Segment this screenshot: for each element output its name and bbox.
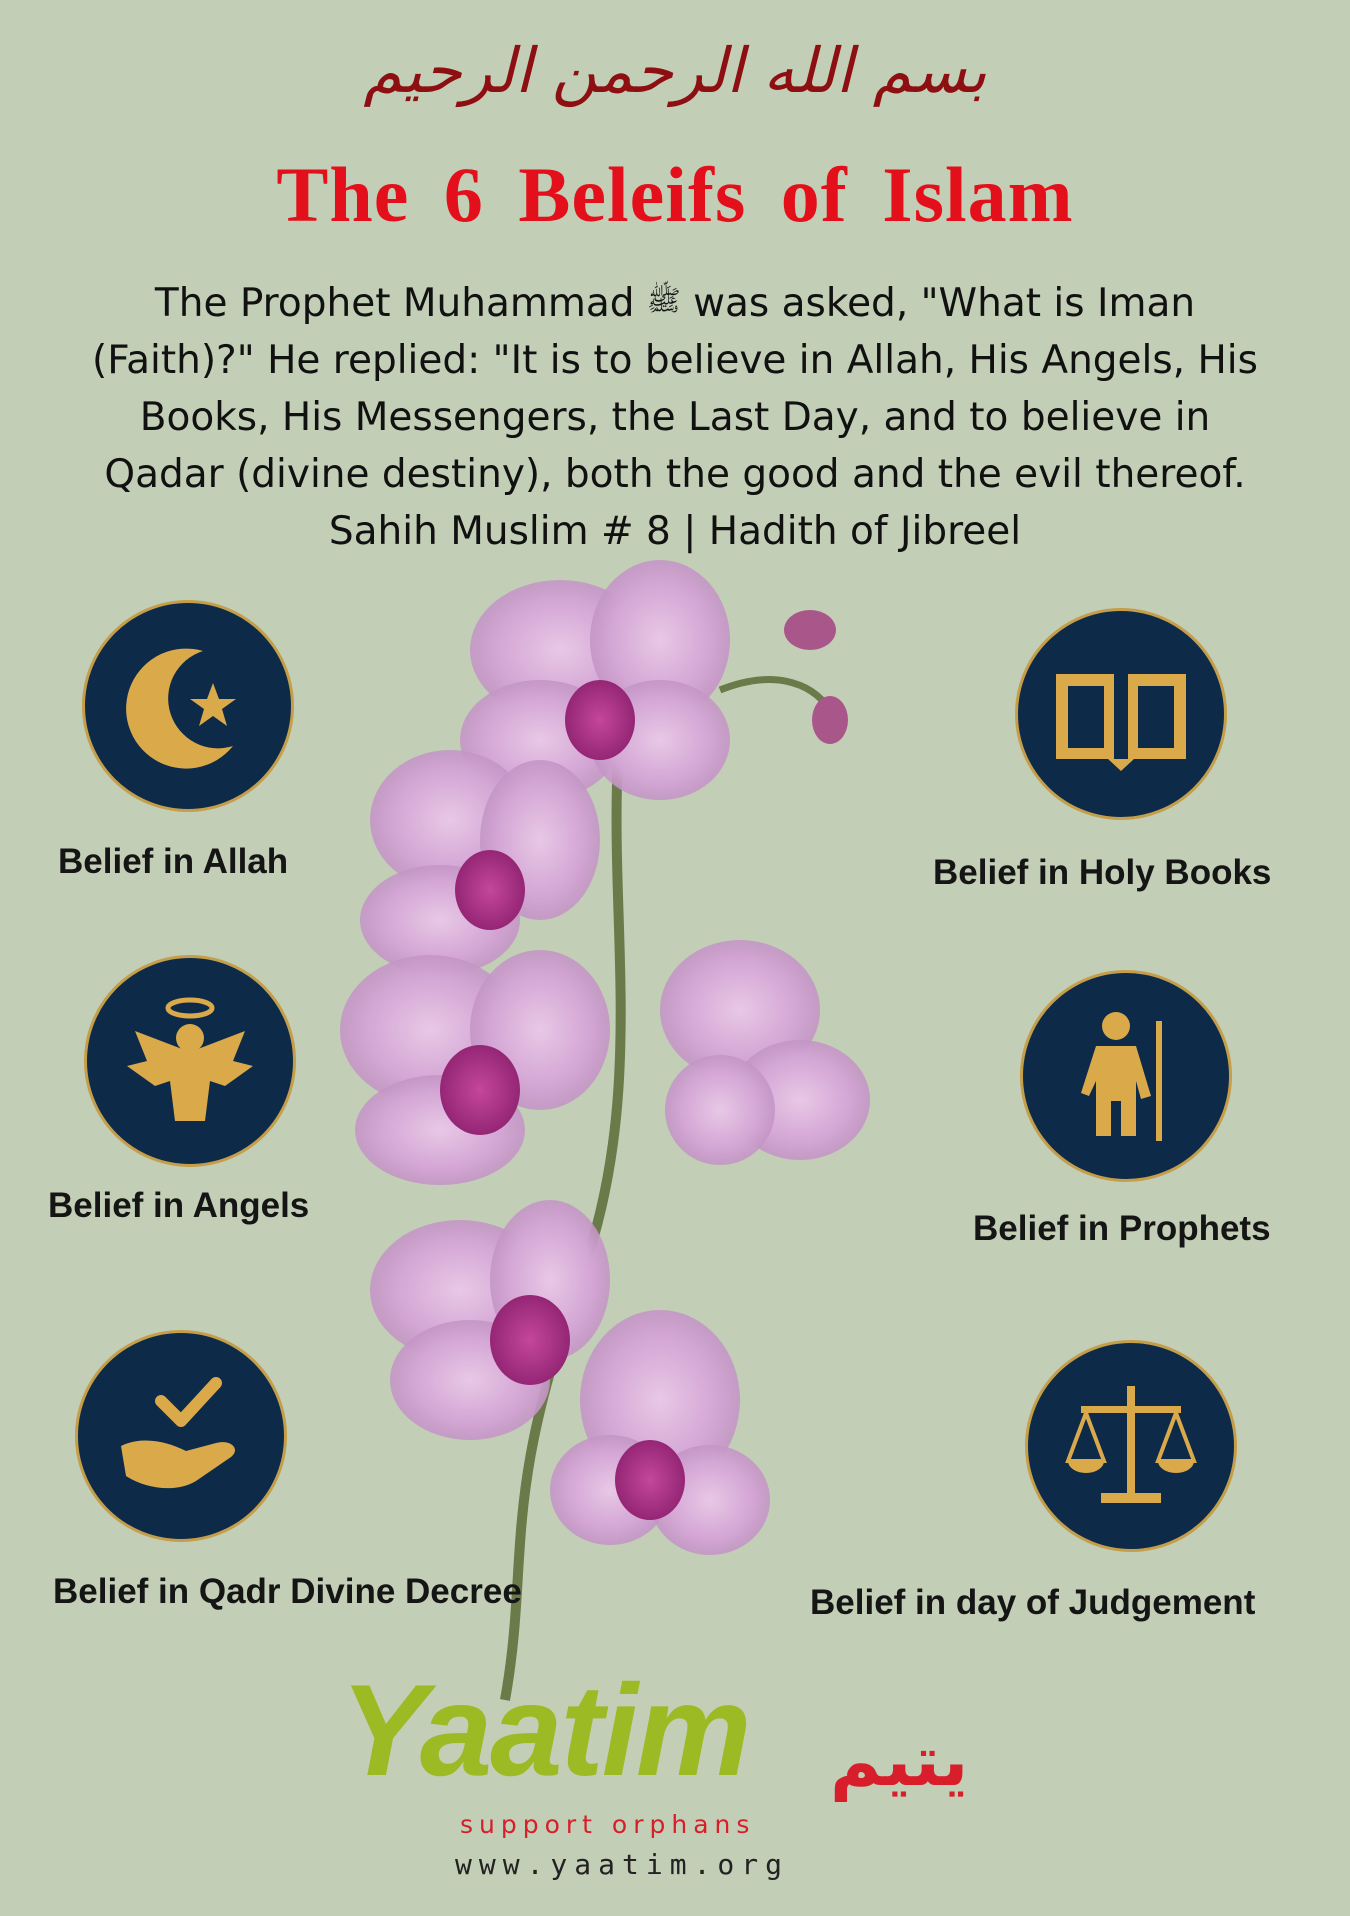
belief-books-label: Belief in Holy Books — [933, 853, 1272, 892]
belief-allah-label: Belief in Allah — [58, 842, 289, 881]
scales-icon — [1056, 1371, 1206, 1521]
yaatim-logo-wordmark: Yaatim — [340, 1657, 750, 1803]
belief-prophets-badge — [1020, 970, 1232, 1182]
hadith-line-2: (Faith)?" He replied: "It is to believe in Allah, His Angels, His — [92, 338, 1258, 383]
hadith-line-1 — [30, 272, 1320, 332]
angel-icon — [115, 986, 265, 1136]
hadith-source: Sahih Muslim # 8 | Hadith of Jibreel — [328, 509, 1022, 554]
belief-books-badge — [1015, 608, 1227, 820]
yaatim-arabic-logo: يتيم — [830, 1720, 969, 1802]
orchid-illustration — [330, 560, 1010, 1710]
prophet-staff-icon — [1051, 1001, 1201, 1151]
crescent-star-icon — [113, 631, 263, 781]
honorific-glyph: ﷺ — [646, 284, 681, 317]
hadith-line-4: Qadar (divine destiny), both the good and the evil thereof. — [104, 452, 1246, 497]
page-title: The 6 Beleifs of Islam — [276, 151, 1074, 238]
hadith-line-3: Books, His Messengers, the Last Day, and to believe in — [139, 395, 1211, 440]
belief-allah-badge — [82, 600, 294, 812]
belief-judgement-badge — [1025, 1340, 1237, 1552]
hadith-line-1a: The Prophet Muhammad — [154, 281, 635, 326]
logo-tagline: support orphans — [460, 1810, 756, 1839]
belief-angels-label: Belief in Angels — [48, 1186, 310, 1225]
belief-judgement-label: Belief in day of Judgement — [810, 1583, 1256, 1622]
hadith-line-1b: was asked, "What is Iman — [693, 281, 1196, 326]
belief-qadr-badge — [75, 1330, 287, 1542]
open-book-icon — [1046, 639, 1196, 789]
belief-angels-badge — [84, 955, 296, 1167]
bismillah-calligraphy: بسم الله الرحمن الرحيم — [363, 34, 987, 107]
belief-qadr-label: Belief in Qadr Divine Decree — [53, 1572, 522, 1611]
hand-check-icon — [106, 1361, 256, 1511]
belief-prophets-label: Belief in Prophets — [973, 1209, 1271, 1248]
website-link[interactable]: www.yaatim.org — [455, 1848, 790, 1881]
hadith-quote — [30, 272, 1320, 560]
